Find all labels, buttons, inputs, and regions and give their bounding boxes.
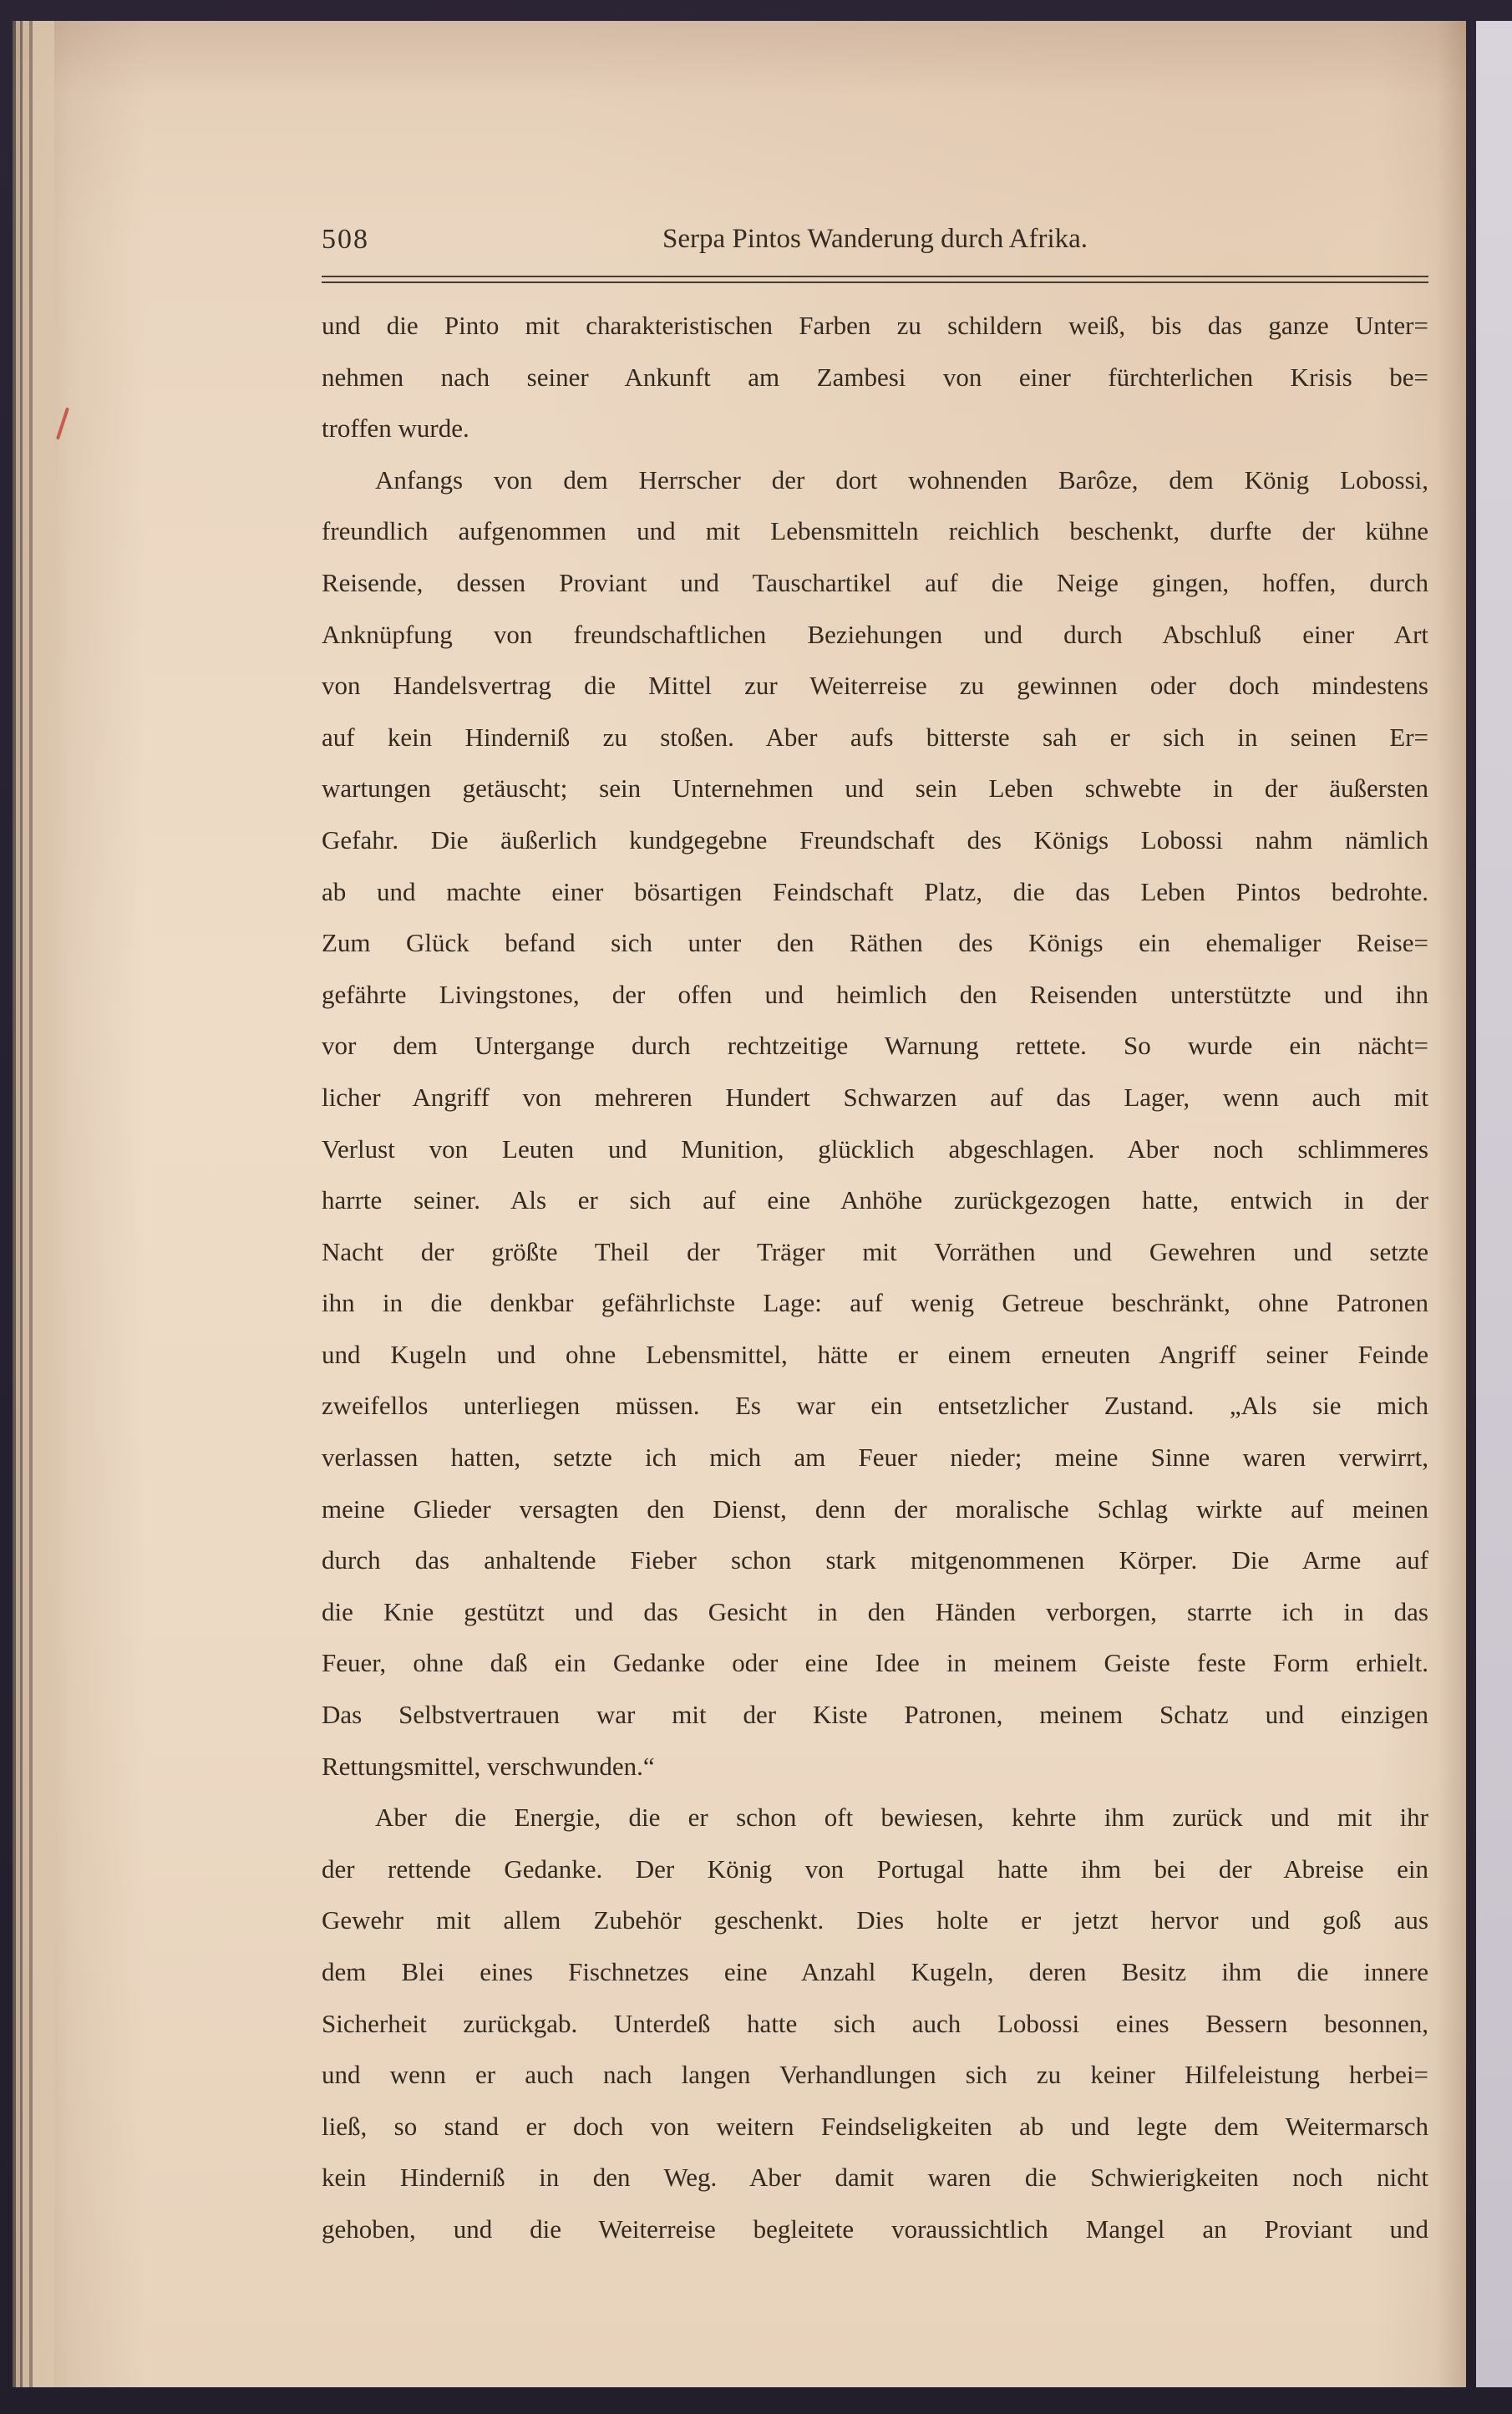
text-line: harrte seiner. Als er sich auf eine Anhöhe zurückgezogen hatte, entwich in der <box>322 1185 1428 1215</box>
text-line: die Knie gestützt und das Gesicht in den Händen verborgen, starrte ich in das <box>322 1596 1428 1626</box>
text-line: und die Pinto mit charakteristischen Farben zu schildern weiß, bis das ganze Unter= <box>322 311 1428 340</box>
text-line: vor dem Untergange durch rechtzeitige Warnung rettete. So wurde ein nächt= <box>322 1031 1428 1061</box>
text-line: Anknüpfung von freundschaftlichen Beziehungen und durch Abschluß einer Art <box>322 619 1428 649</box>
text-line: ließ, so stand er doch von weitern Feindseligkeiten ab und legte dem Weitermarsch <box>322 2111 1428 2141</box>
page-gutter-edges <box>13 21 54 2387</box>
header-rule <box>322 276 1428 283</box>
text-line: gefährte Livingstones, der offen und heimlich den Reisenden unterstützte und ihn <box>322 979 1428 1009</box>
page-paper <box>13 21 1466 2387</box>
red-ink-blemish <box>56 407 69 439</box>
running-title: Serpa Pintos Wanderung durch Afrika. <box>662 224 1088 254</box>
text-line: von Handelsvertrag die Mittel zur Weiterreise zu gewinnen oder doch mindestens <box>322 671 1428 701</box>
text-block <box>322 300 1428 2255</box>
page-number: 508 <box>322 224 369 255</box>
text-line: verlassen hatten, setzte ich mich am Feuer nieder; meine Sinne waren verwirrt, <box>322 1443 1428 1473</box>
text-line: Feuer, ohne daß ein Gedanke oder eine Idee in meinem Geiste feste Form erhielt. <box>322 1648 1428 1678</box>
text-line: Das Selbstvertrauen war mit der Kiste Patronen, meinem Schatz und einzigen <box>322 1700 1428 1730</box>
text-line: Rettungsmittel, verschwunden.“ <box>322 1751 655 1781</box>
text-line: der rettende Gedanke. Der König von Portugal hatte ihm bei der Abreise ein <box>322 1854 1428 1884</box>
text-line: durch das anhaltende Fieber schon stark mitgenommenen Körper. Die Arme auf <box>322 1545 1428 1575</box>
text-line: licher Angriff von mehreren Hundert Schwarzen auf das Lager, wenn auch mit <box>322 1082 1428 1112</box>
text-line: nehmen nach seiner Ankunft am Zambesi von einer fürchterlichen Krisis be= <box>322 362 1428 392</box>
text-line: ihn in die denkbar gefährlichste Lage: auf wenig Getreue beschränkt, ohne Patronen <box>322 1288 1428 1318</box>
text-line: zweifellos unterliegen müssen. Es war ein entsetzlicher Zustand. „Als sie mich <box>322 1391 1428 1421</box>
text-line: und wenn er auch nach langen Verhandlungen sich zu keiner Hilfeleistung herbei= <box>322 2060 1428 2090</box>
text-line: auf kein Hinderniß zu stoßen. Aber aufs bitterste sah er sich in seinen Er= <box>322 722 1428 752</box>
text-line: Sicherheit zurückgab. Unterdeß hatte sich auch Lobossi eines Bessern besonnen, <box>322 2008 1428 2038</box>
text-line: Nacht der größte Theil der Träger mit Vorräthen und Gewehren und setzte <box>322 1236 1428 1266</box>
text-line: ab und machte einer bösartigen Feindschaft Platz, die das Leben Pintos bedrohte. <box>322 876 1428 906</box>
text-line: troffen wurde. <box>322 413 469 444</box>
text-line: Verlust von Leuten und Munition, glücklich abgeschlagen. Aber noch schlimmeres <box>322 1133 1428 1164</box>
text-line: dem Blei eines Fischnetzes eine Anzahl Kugeln, deren Besitz ihm die innere <box>322 1957 1428 1986</box>
text-line: Reisende, dessen Proviant und Tauschartikel auf die Neige gingen, hoffen, durch <box>322 567 1428 597</box>
text-line: kein Hinderniß in den Weg. Aber damit waren die Schwierigkeiten noch nicht <box>322 2163 1428 2193</box>
text-line: Aber die Energie, die er schon oft bewiesen, kehrte ihm zurück und mit ihr <box>375 1803 1428 1833</box>
scan-edge-strip <box>1476 21 1512 2387</box>
text-line: und Kugeln und ohne Lebensmittel, hätte er einem erneuten Angriff seiner Feinde <box>322 1339 1428 1369</box>
text-line: Gefahr. Die äußerlich kundgegebne Freundschaft des Königs Lobossi nahm nämlich <box>322 824 1428 855</box>
text-line: gehoben, und die Weiterreise begleitete voraussichtlich Mangel an Proviant und <box>322 2214 1428 2244</box>
text-line: meine Glieder versagten den Dienst, denn der moralische Schlag wirkte auf meinen <box>322 1494 1428 1524</box>
text-line: freundlich aufgenommen und mit Lebensmitteln reichlich beschenkt, durfte der kühne <box>322 516 1428 546</box>
text-line: wartungen getäuscht; sein Unternehmen und sein Leben schwebte in der äußersten <box>322 773 1428 804</box>
text-line: Gewehr mit allem Zubehör geschenkt. Dies holte er jetzt hervor und goß aus <box>322 1905 1428 1935</box>
running-header <box>322 224 1428 262</box>
text-line: Zum Glück befand sich unter den Räthen des Königs ein ehemaliger Reise= <box>322 928 1428 958</box>
text-line: Anfangs von dem Herrscher der dort wohnenden Barôze, dem König Lobossi, <box>375 464 1428 494</box>
